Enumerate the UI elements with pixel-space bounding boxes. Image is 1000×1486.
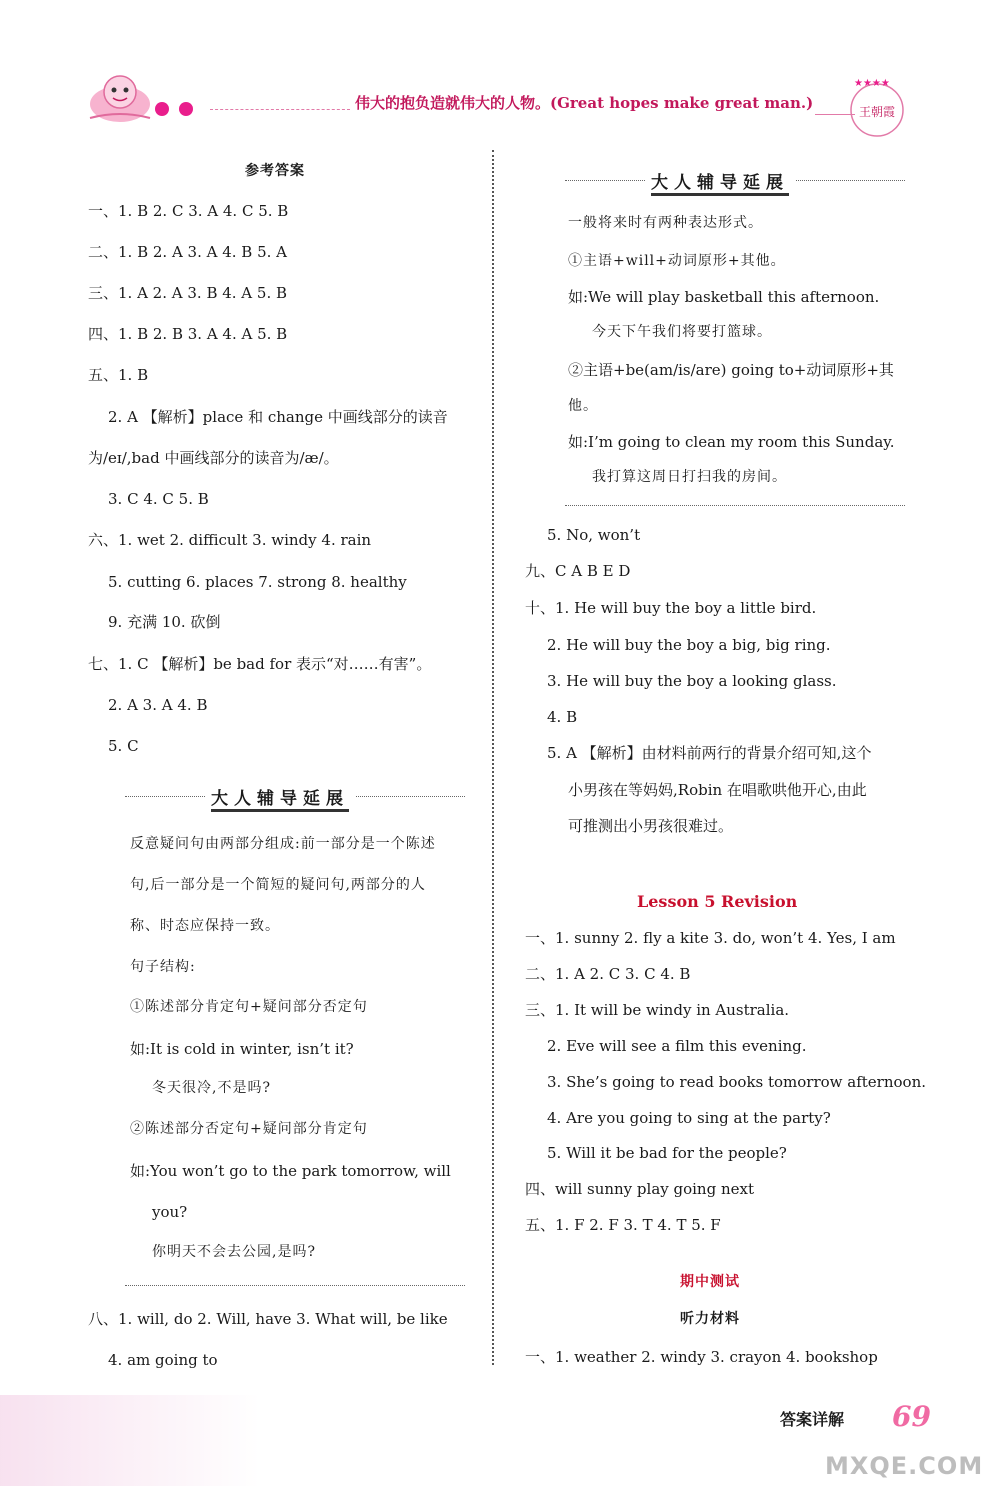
extension-heading: 大人辅导延展 [205, 784, 355, 809]
extension-line: ②陈述部分否定句+疑问部分肯定句 [130, 1121, 368, 1137]
answer-line: 小男孩在等妈妈,Robin 在唱歌哄他开心,由此 [568, 781, 867, 799]
answer-line: 三、1. It will be windy in Australia. [525, 1001, 790, 1019]
extension-line: 冬天很冷,不是吗? [152, 1080, 271, 1096]
answer-line: 3. He will buy the boy a looking glass. [547, 672, 837, 690]
answer-line: 3. She’s going to read books tomorrow afternoon. [547, 1073, 927, 1091]
extension-line: 称、时态应保持一致。 [130, 918, 280, 934]
answer-line: 四、will sunny play going next [525, 1180, 754, 1198]
extension-line: 如:We will play basketball this afternoon. [568, 288, 880, 306]
badge-text: 王朝霞 [858, 105, 896, 119]
extension-line: 你明天不会去公园,是吗? [152, 1244, 316, 1260]
page-number: 69 [892, 1400, 931, 1433]
answer-line: 2. A 【解析】place 和 change 中画线部分的读音 [108, 408, 448, 426]
answer-line: 五、1. F 2. F 3. T 4. T 5. F [525, 1216, 721, 1234]
answer-line: 3. C 4. C 5. B [108, 490, 209, 508]
answer-line: 2. A 3. A 4. B [108, 696, 208, 714]
answer-line: 九、C A B E D [525, 562, 631, 580]
extension-line: ①主语+will+动词原形+其他。 [568, 253, 786, 269]
mascot-illustration [85, 70, 155, 125]
answer-line: 可推测出小男孩很难过。 [568, 817, 734, 835]
answer-line: 三、1. A 2. A 3. B 4. A 5. B [88, 284, 288, 302]
extension-heading: 大人辅导延展 [645, 168, 795, 193]
svg-text:★★★★: ★★★★ [854, 78, 890, 89]
answer-line: 5. C [108, 737, 139, 755]
header-motto: 伟大的抱负造就伟大的人物。(Great hopes make great man.) [355, 94, 814, 112]
brand-badge [842, 72, 912, 142]
answer-line: 5. No, won’t [547, 526, 641, 544]
answer-line: 5. cutting 6. places 7. strong 8. healthy [108, 573, 407, 591]
answer-line: 六、1. wet 2. difficult 3. windy 4. rain [88, 531, 372, 549]
column-divider [492, 150, 494, 1365]
answer-line: 5. A 【解析】由材料前两行的背景介绍可知,这个 [547, 744, 872, 762]
answer-line: 一、1. sunny 2. fly a kite 3. do, won’t 4. Yes, I am [525, 929, 896, 947]
answer-line: 2. He will buy the boy a big, big ring. [547, 636, 831, 654]
extension-line: 句,后一部分是一个简短的疑问句,两部分的人 [130, 877, 426, 893]
extension-line: 如:I’m going to clean my room this Sunday. [568, 433, 895, 451]
answer-line: 二、1. B 2. A 3. A 4. B 5. A [88, 243, 288, 261]
answer-line: 5. Will it be bad for the people? [547, 1144, 787, 1162]
extension-line: 今天下午我们将要打篮球。 [592, 324, 772, 340]
answer-line: 为/eɪ/,bad 中画线部分的读音为/æ/。 [88, 449, 339, 467]
answer-line: 4. Are you going to sing at the party? [547, 1109, 831, 1127]
banner-rule [125, 1285, 465, 1286]
extension-line: 句子结构: [130, 959, 196, 975]
answer-line: 2. Eve will see a film this evening. [547, 1037, 807, 1055]
extension-line: 他。 [568, 398, 598, 414]
decorative-dots [155, 101, 203, 120]
header-rule [210, 109, 350, 110]
extension-line: 我打算这周日打扫我的房间。 [592, 469, 787, 485]
answer-line: 二、1. A 2. C 3. C 4. B [525, 965, 691, 983]
answer-line: 一、1. weather 2. windy 3. crayon 4. bookshop [525, 1348, 878, 1366]
answer-line: 一、1. B 2. C 3. A 4. C 5. B [88, 202, 289, 220]
answer-line: 五、1. B [88, 366, 149, 384]
answer-line: 9. 充满 10. 砍倒 [108, 613, 221, 631]
midterm-title: 期中测试 [680, 1274, 740, 1290]
extension-line: ①陈述部分肯定句+疑问部分否定句 [130, 999, 368, 1015]
lesson-title: Lesson 5 Revision [637, 892, 798, 911]
answer-line: 4. B [547, 708, 578, 726]
answer-key-title: 参考答案 [245, 163, 305, 179]
watermark: MXQE.COM [825, 1452, 984, 1480]
extension-line: you? [152, 1203, 188, 1221]
footer-label: 答案详解 [780, 1410, 845, 1429]
listening-title: 听力材料 [680, 1311, 740, 1327]
footer-decoration [0, 1395, 260, 1486]
answer-line: 十、1. He will buy the boy a little bird. [525, 599, 817, 617]
banner-rule [565, 505, 905, 506]
answer-line: 4. am going to [108, 1351, 218, 1369]
extension-line: 一般将来时有两种表达形式。 [568, 215, 763, 231]
extension-line: 反意疑问句由两部分组成:前一部分是一个陈述 [130, 836, 436, 852]
extension-line: 如:You won’t go to the park tomorrow, will [130, 1162, 451, 1180]
extension-line: ②主语+be(am/is/are) going to+动词原形+其 [568, 361, 894, 379]
extension-line: 如:It is cold in winter, isn’t it? [130, 1040, 354, 1058]
answer-line: 七、1. C 【解析】be bad for 表示“对……有害”。 [88, 655, 432, 673]
answer-line: 四、1. B 2. B 3. A 4. A 5. B [88, 325, 288, 343]
answer-line: 八、1. will, do 2. Will, have 3. What will, be like [88, 1310, 448, 1328]
